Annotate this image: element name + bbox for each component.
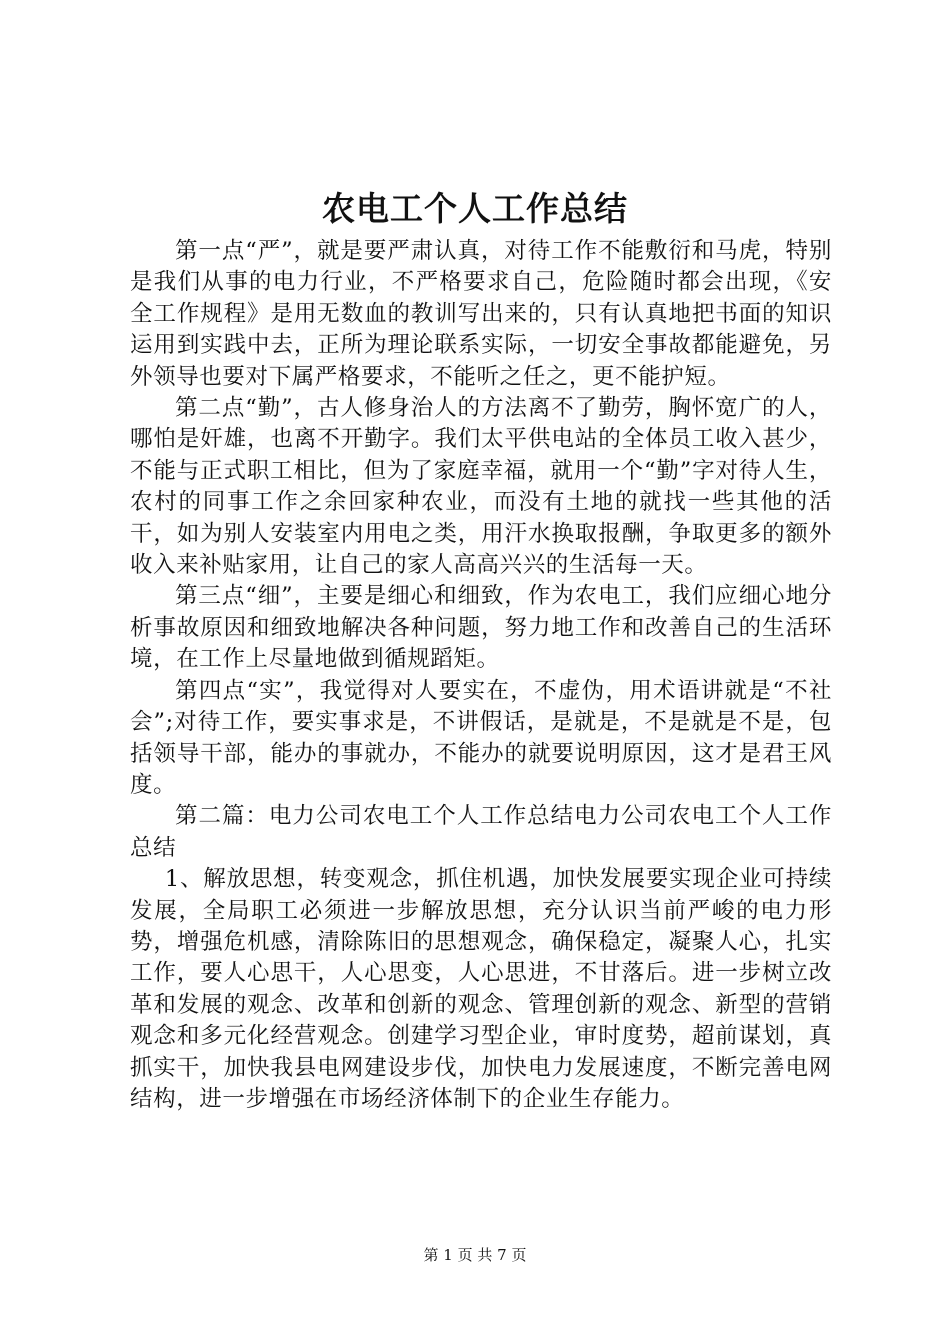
document-body (130, 236, 832, 1115)
paragraph-honest: 第四点“实”，我觉得对人要实在，不虚伪，用术语讲就是“不社会”;对待工作，要实事求是，不讲假话，是就是，不是就是不是，包括领导干部，能办的事就办，不能办的就要说明原因，这才是君王风度。 (130, 677, 832, 798)
paragraph-diligent: 第二点“勤”，古人修身治人的方法离不了勤劳，胸怀宽广的人，哪怕是奸雄，也离不开勤字。我们太平供电站的全体员工收入甚少，不能与正式职工相比，但为了家庭幸福，就用一个“勤”字对待人生，农村的同事工作之余回家种农业，而没有土地的就找一些其他的活干，如为别人安装室内用电之类，用汗水换取报酬，争取更多的额外收入来补贴家用，让自己的家人高高兴兴的生活每一天。 (130, 395, 832, 579)
document-title: 农电工个人工作总结 (322, 189, 628, 228)
paragraph-careful: 第三点“细”，主要是细心和细致，作为农电工，我们应细心地分析事故原因和细致地解决各种问题，努力地工作和改善自己的生活环境，在工作上尽量地做到循规蹈矩。 (130, 583, 832, 673)
paragraph-strict: 第一点“严”，就是要严肃认真，对待工作不能敷衍和马虎，特别是我们从事的电力行业，不严格要求自己，危险随时都会出现，《安全工作规程》是用无数血的教训写出来的，只有认真地把书面的知识运用到实践中去，正所为理论联系实际，一切安全事故都能避免，另外领导也要对下属严格要求，不能听之任之，更不能护短。 (130, 238, 832, 390)
page-footer: 第 1 页 共 7 页 (423, 1246, 527, 1264)
paragraph-second-article-heading: 第二篇：电力公司农电工个人工作总结电力公司农电工个人工作总结 (130, 803, 832, 861)
paragraph-item-1: 1、解放思想，转变观念，抓住机遇，加快发展要实现企业可持续发展，全局职工必须进一步解放思想，充分认识当前严峻的电力形势，增强危机感，清除陈旧的思想观念，确保稳定，凝聚人心，扎实工作，要人心思干，人心思变，人心思进，不甘落后。进一步树立改革和发展的观念、改革和创新的观念、管理创新的观念、新型的营销观念和多元化经营观念。创建学习型企业，审时度势，超前谋划，真抓实干，加快我县电网建设步伐，加快电力发展速度，不断完善电网结构，进一步增强在市场经济体制下的企业生存能力。 (130, 866, 832, 1112)
